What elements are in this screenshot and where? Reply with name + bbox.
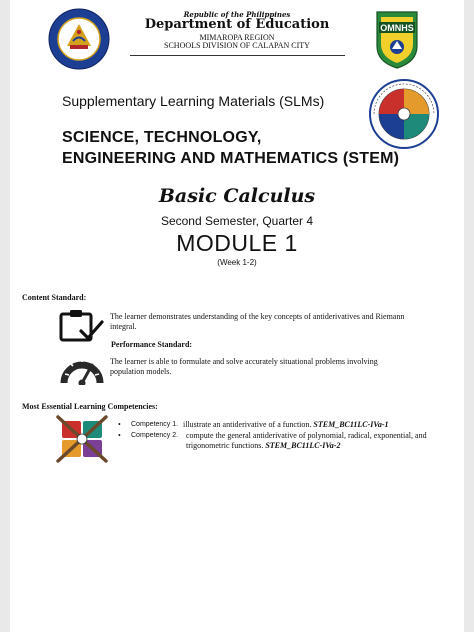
content-standard-text [110, 312, 404, 332]
competency-1-name: Competency 1. [131, 421, 179, 428]
school-seal-icon [373, 8, 421, 70]
bullet-dot: • [118, 431, 121, 440]
speedometer-gauge-icon [60, 351, 104, 385]
slm-title: Supplementary Learning Materials (SLMs) [62, 93, 325, 109]
republic-label: Republic of the Philippines [183, 10, 291, 19]
subject-title: Basic Calculus [158, 185, 316, 207]
performance-standard-text [110, 357, 378, 377]
strand-title-line1: SCIENCE, TECHNOLOGY, [62, 129, 262, 146]
strand-title [62, 127, 399, 169]
content-standard-text-line2: integral. [110, 322, 137, 331]
performance-standard-text-line1: The learner is able to formulate and solve accurately situational problems involving [110, 357, 378, 366]
department-name: Department of Education [144, 17, 330, 32]
module-cover-page [10, 0, 464, 632]
competency-2-code: STEM_BC11LC-IVa-2 [265, 441, 341, 450]
header-divider [130, 55, 345, 56]
competency-2-text-line1: compute the general antiderivative of polynomial, radical, exponential, and [186, 431, 427, 440]
semester-label: Second Semester, Quarter 4 [160, 214, 314, 228]
competency-2-name: Competency 2. [131, 432, 179, 439]
performance-standard-label: Performance Standard: [111, 340, 193, 349]
strand-title-line2: ENGINEERING AND MATHEMATICS (STEM) [62, 150, 400, 167]
week-label: (Week 1-2) [217, 258, 257, 267]
puzzle-hands-icon [56, 415, 108, 463]
region-name: MIMAROPA REGION [199, 33, 275, 42]
performance-standard-text-line2: population models. [110, 367, 172, 376]
content-standard-text-line1: The learner demonstrates understanding of the key concepts of antiderivatives and Riemann [110, 312, 405, 321]
competency-2-text-line2: trigonometric functions. [186, 441, 264, 450]
competency-1-code: STEM_BC11LC-IVa-1 [313, 420, 389, 429]
competencies-label: Most Essential Learning Competencies: [22, 402, 158, 411]
stem-emblem-icon [368, 78, 440, 150]
bullet-dot: • [118, 420, 121, 429]
module-title: MODULE 1 [176, 230, 298, 256]
division-name: SCHOOLS DIVISION OF CALAPAN CITY [164, 41, 310, 50]
school-seal-text: OMNHS [380, 23, 414, 33]
clipboard-check-icon [58, 308, 104, 344]
content-standard-label: Content Standard: [22, 293, 87, 302]
competency-1-text: illustrate an antiderivative of a function. [183, 420, 312, 429]
